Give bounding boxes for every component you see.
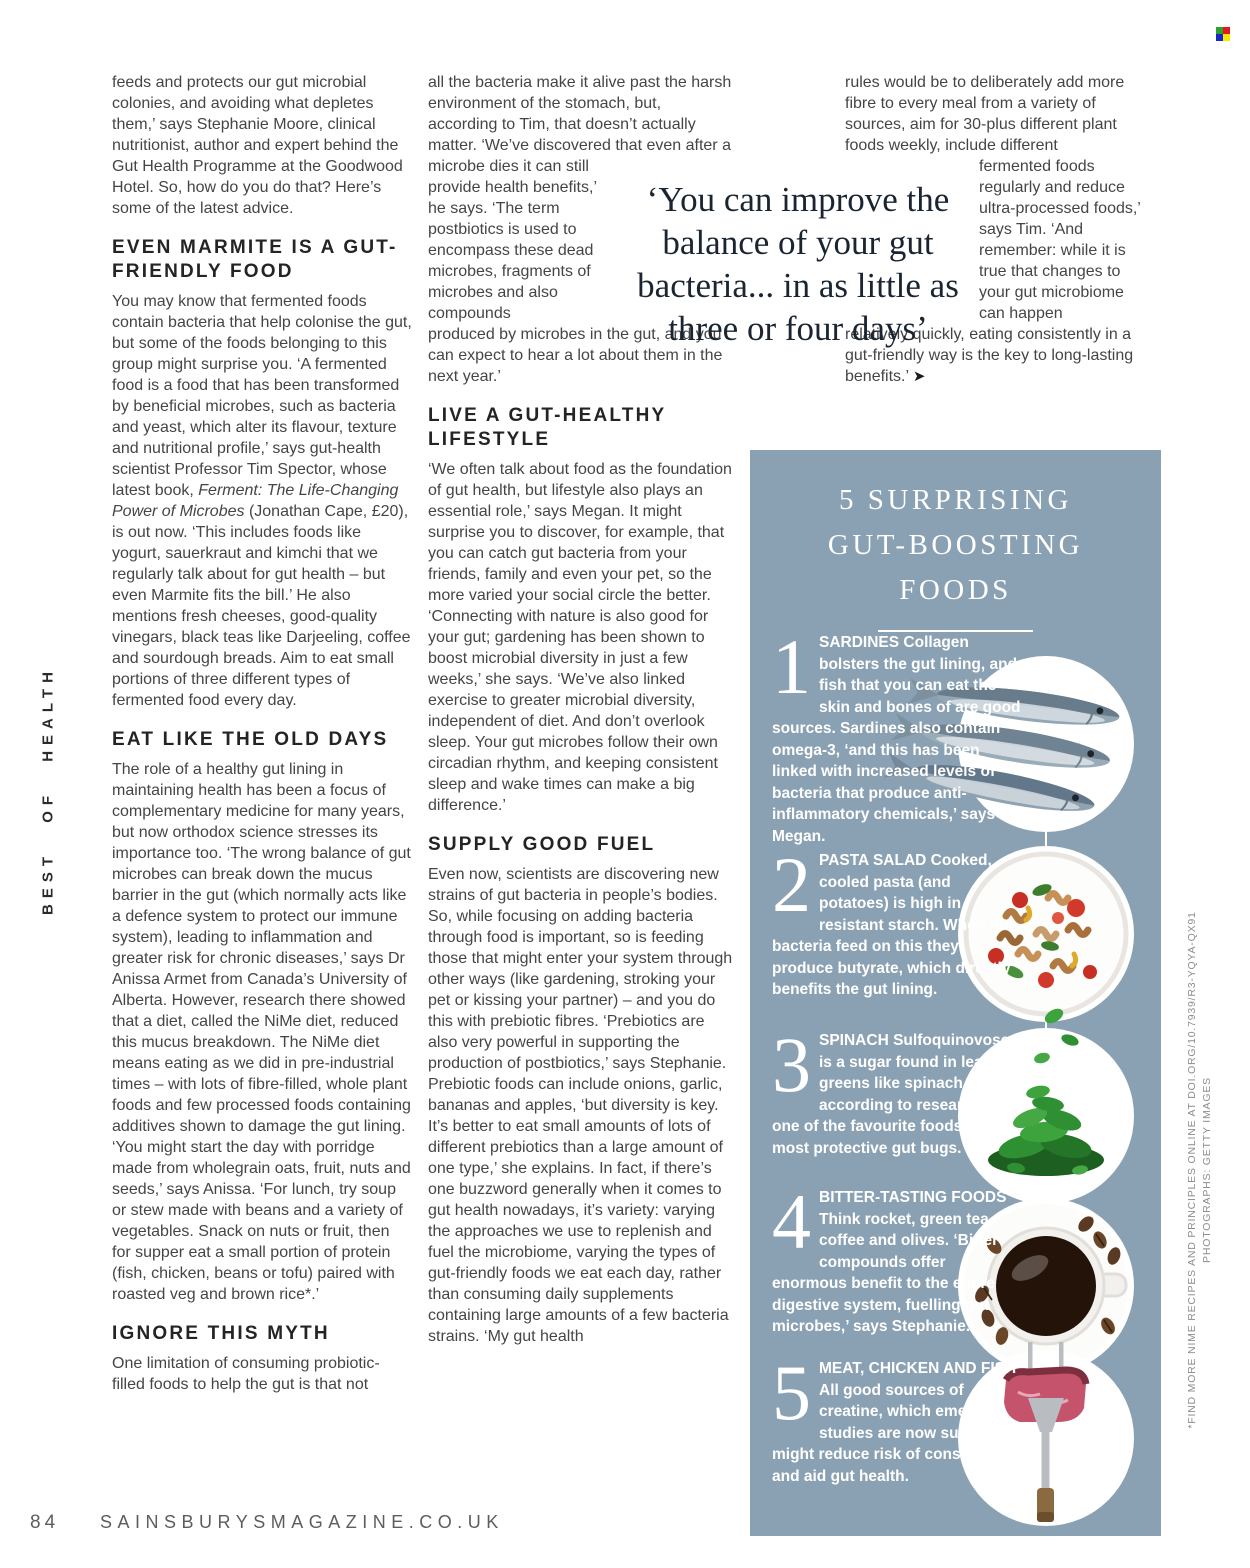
registration-mark [1216, 27, 1230, 41]
heading-eat-like-old-days: EAT LIKE THE OLD DAYS [112, 729, 389, 750]
item-text: Collagen bolsters the gut lining, and fish that you can eat the skin and bones of are good sources. Sardines also contain omega-3, ‘and this has been linked with increased levels of bacteria that produce anti-inflammatory chemicals,’ says Megan. [772, 634, 1021, 845]
paragraph: feeds and protects our gut microbial colonies, and avoiding what depletes them,’ says Stephanie Moore, clinical nutritionist, author and expert behind the Gut Health Programme at the Goodwood Hotel. So, how do you do that? Here’s some of the latest advice. [112, 74, 403, 217]
item-number: 1 [772, 623, 811, 710]
item-number: 5 [772, 1349, 811, 1436]
item-text: Cooked, cooled pasta (and potatoes) is high in resistant starch. When gut bacteria feed on this they produce butyrate, which directly benefits the gut lining. [772, 852, 1014, 998]
paragraph: One limitation of consuming probiotic-filled foods to help the gut is that not [112, 1355, 380, 1393]
heading-even-marmite: EVEN MARMITE IS A GUT-FRIENDLY FOOD [112, 237, 398, 282]
heading-supply-good-fuel: SUPPLY GOOD FUEL [428, 834, 656, 855]
heading-live-gut-healthy: LIVE A GUT-HEALTHY LIFESTYLE [428, 405, 667, 450]
item-number: 2 [772, 841, 811, 928]
continue-arrow-icon: ➤ [912, 368, 926, 385]
item-number: 3 [772, 1021, 811, 1108]
item-text: All good sources of creatine, which emerging studies are now suggesting might reduce risk of constipation and aid gut health. [772, 1381, 1024, 1485]
item-heading: SARDINES [819, 634, 900, 651]
paragraph: relatively quickly, eating consistently in a gut-friendly way is the key to long-lasting benefits.’ ➤ [845, 326, 1134, 385]
item-text: Sulfoquinovose is a sugar found in leafy greens like spinach, and according to research it’s one of the favourite foods of our most protective gut bugs. [772, 1032, 1011, 1157]
column-1 [112, 72, 412, 1395]
sidebar-item-2-pasta-salad [772, 841, 1024, 1001]
panel-title: 5 SURPRISING GUT-BOOSTING FOODS [827, 484, 1084, 606]
heading-ignore-this-myth: IGNORE THIS MYTH [112, 1323, 330, 1344]
item-heading: PASTA SALAD [819, 852, 927, 869]
paragraph: all the bacteria make it alive past the harsh environment of the stomach, but, according to Tim, that doesn’t actually matter. ‘We’ve discovered that even after a [428, 74, 732, 154]
book-title: Ferment: The Life-Changing Power of Microbes [112, 482, 399, 520]
credits [1185, 850, 1215, 1490]
paragraph: rules would be to deliberately add more fibre to every meal from a variety of sources, aim for 30-plus different plant foods weekly, include different [845, 74, 1125, 154]
item-heading: SPINACH [819, 1032, 889, 1049]
sidebar-item-5-meat-chicken-fish [772, 1349, 1024, 1487]
paragraph: produced by microbes in the gut, and you can expect to hear a lot about them in the next year.’ [428, 326, 723, 385]
magazine-website: SAINSBURYSMAGAZINE.CO.UK [100, 1512, 504, 1532]
pull-quote: ‘You can improve the balance of your gut bacteria... in as little as three or four days’ [637, 180, 959, 348]
credits-line-1: *FIND MORE NIME RECIPES AND PRINCIPLES ONLINE AT DOI.ORG/10.7939/R3-YQYA-QX91 [1186, 911, 1198, 1429]
paragraph: The role of a healthy gut lining in maintaining health has been a focus of complementary medicine for many years, but now orthodox science stresses its importance too. ‘The wrong balance of gut microbes can break down the mucus barrier in the gut (which normally acts like a defence system to protect our immune system), leading to inflammation and greater risk for chronic diseases,’ says Dr Anissa Armet from Canada’s University of Alberta. However, research there showed that a diet, called the NiMe diet, reduced this mucus breakdown. The NiMe diet means eating as we did in pre-industrial times – with lots of fibre-filled, whole plant foods and few processed foods containing additives shown to damage the gut lining. ‘You might start the day with porridge made from wholegrain oats, fruit, nuts and seeds,’ says Anissa. ‘For lunch, try soup or stew made with beans and a variety of vegetables. Snack on nuts or fruit, then for supper eat a small portion of protein (fish, chicken, beans or tofu) paired with roasted veg and brown rice*.’ [112, 761, 411, 1303]
item-text: Think rocket, green tea, coffee and olives. ‘Bitter compounds offer enormous benefit to the entire digestive system, fuelling gut microbes,’ says Stephanie. [772, 1210, 999, 1335]
paragraph: ‘We often talk about food as the foundation of gut health, but lifestyle also plays an essential role,’ says Megan. It might surprise you to discover, for example, that you can catch gut bacteria from your friends, family and even your pet, so the more varied your social circle the better. ‘Connecting with nature is also good for your gut; gardening has been shown to boost microbial diversity in just a few weeks,’ she says. ‘We’ve also linked exercise to greater microbial diversity, independent of diet. And don’t overlook sleep. Your gut microbes follow their own circadian rhythm, and keeping consistent sleep and wake times can make a big difference.’ [428, 461, 732, 814]
page-number: 84 [30, 1512, 60, 1533]
paragraph: You may know that fermented foods contain bacteria that help colonise the gut, but some of the foods belonging to this group might surprise you. ‘A fermented food is a food that has been transformed by beneficial microbes, such as bacteria and yeast, which alter its flavour, texture and nutritional profile,’ says gut-health scientist Professor Tim Spector, whose latest book, Ferment: The Life-Changing Power of Microbes (Jonathan Cape, £20), is out now. ‘This includes foods like yogurt, sauerkraut and kimchi that we regularly talk about for gut health – but even Marmite fits the bill.’ He also mentions fresh cheeses, good-quality vinegars, black teas like Darjeeling, coffee and sourdough breads. Aim to eat small portions of three different types of fermented food every day. [112, 293, 412, 709]
paragraph: Even now, scientists are discovering new strains of gut bacteria in people’s bodies. So, while focusing on adding bacteria through food is important, so is feeding those that might enter your system through other ways (like gardening, stroking your pet or kissing your partner) – and you do this with prebiotic fibres. ‘Prebiotics are also very powerful in supporting the production of postbiotics,’ says Stephanie. Prebiotic foods can include onions, garlic, bananas and apples, ‘but diversity is key. It’s better to eat small amounts of lots of different prebiotics than a large amount of one type,’ she explains. In fact, if there’s one buzzword generally when it comes to gut health nowadays, it’s variety: varying the approaches we use to replenish and fuel the microbiome, varying the types of gut-friendly foods we eat each day, rather than consuming daily supplements containing large amounts of a few bacteria strains. ‘My gut health [428, 866, 733, 1345]
paragraph-wrapped-around-quote: microbe dies it can still provide health benefits,’ he says. ‘The term postbiotics is used to encompass these dead microbes, fragments of microbes and also compounds [428, 158, 597, 322]
credits-line-2: PHOTOGRAPHS: GETTY IMAGES [1201, 1077, 1213, 1263]
paragraph-wrapped-around-quote: fermented foods regularly and reduce ultra-processed foods,’ says Tim. ‘And remember: while it is true that changes to your gut microbiome can happen [979, 158, 1141, 322]
sidebar-item-4-bitter-foods [772, 1178, 1024, 1338]
gut-boosting-foods-panel [750, 450, 1161, 1536]
sidebar-item-3-spinach [772, 1021, 1024, 1159]
sidebar-item-1-sardines [772, 623, 1024, 847]
item-heading: MEAT, CHICKEN AND FISH [819, 1360, 1017, 1377]
item-heading: BITTER-TASTING FOODS [819, 1189, 1007, 1206]
section-label: BEST OF HEALTH [39, 666, 57, 915]
item-number: 4 [772, 1178, 811, 1265]
